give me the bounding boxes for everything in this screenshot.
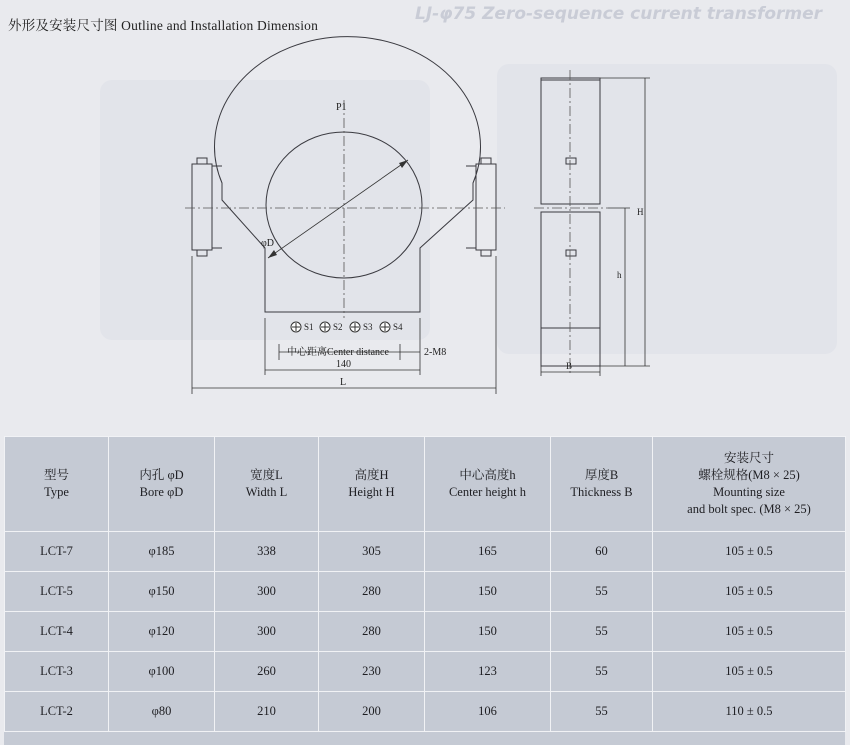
- header-height: 高度H Height H: [319, 437, 425, 532]
- left-bolt-top-icon: [197, 158, 207, 164]
- cell-mounting: 105 ± 0.5: [653, 612, 846, 652]
- cell-height: 200: [319, 692, 425, 732]
- spec-table-panel: [4, 436, 845, 745]
- cell-bore: φ150: [109, 572, 215, 612]
- left-clamp-block: [192, 164, 212, 250]
- cell-center-height: 106: [425, 692, 551, 732]
- table-row: [5, 532, 846, 572]
- cell-height: 280: [319, 572, 425, 612]
- cell-mounting: 105 ± 0.5: [653, 572, 846, 612]
- header-type: 型号 Type: [5, 437, 109, 532]
- cell-width: 338: [215, 532, 319, 572]
- front-view-outline: [215, 37, 481, 312]
- cell-width: 300: [215, 572, 319, 612]
- cell-thickness: 55: [551, 652, 653, 692]
- cell-bore: φ80: [109, 692, 215, 732]
- cell-type: LCT-7: [5, 532, 109, 572]
- diameter-label: φD: [261, 238, 274, 249]
- side-h-label: H: [637, 207, 644, 217]
- table-row: [5, 612, 846, 652]
- cell-width: 210: [215, 692, 319, 732]
- cell-width: 260: [215, 652, 319, 692]
- side-h-small-label: h: [617, 270, 622, 280]
- p1-label: P1: [336, 102, 347, 113]
- header-center-height: 中心高度h Center height h: [425, 437, 551, 532]
- center-distance-label: 中心距离Center distance: [287, 347, 389, 358]
- cell-height: 305: [319, 532, 425, 572]
- s3-label: S3: [363, 322, 373, 332]
- table-row: [5, 692, 846, 732]
- cell-height: 230: [319, 652, 425, 692]
- cell-bore: φ120: [109, 612, 215, 652]
- right-bolt-bottom-icon: [481, 250, 491, 256]
- cell-mounting: 105 ± 0.5: [653, 652, 846, 692]
- right-clamp-block: [476, 164, 496, 250]
- cell-mounting: 110 ± 0.5: [653, 692, 846, 732]
- cell-thickness: 55: [551, 572, 653, 612]
- cell-height: 280: [319, 612, 425, 652]
- cell-center-height: 123: [425, 652, 551, 692]
- table-row: [5, 652, 846, 692]
- side-view-bottom: [541, 212, 600, 366]
- cell-type: LCT-2: [5, 692, 109, 732]
- left-bolt-bottom-icon: [197, 250, 207, 256]
- cell-thickness: 55: [551, 692, 653, 732]
- side-view-top: [541, 78, 600, 204]
- dim-140-label: 140: [336, 359, 351, 370]
- s1-label: S1: [304, 322, 314, 332]
- diameter-leader: [268, 160, 408, 258]
- cell-thickness: 60: [551, 532, 653, 572]
- header-mounting: 安装尺寸 螺栓规格(M8 × 25) Mounting size and bolt spec. (M8 × 25): [653, 437, 846, 532]
- cell-type: LCT-5: [5, 572, 109, 612]
- bolt-label: 2-M8: [424, 347, 447, 358]
- header-thickness: 厚度B Thickness B: [551, 437, 653, 532]
- cell-thickness: 55: [551, 612, 653, 652]
- cell-width: 300: [215, 612, 319, 652]
- table-header-row: [5, 437, 846, 532]
- table-row: [5, 572, 846, 612]
- cell-center-height: 150: [425, 572, 551, 612]
- dim-l-label: L: [340, 377, 347, 388]
- cell-center-height: 165: [425, 532, 551, 572]
- cell-bore: φ100: [109, 652, 215, 692]
- header-width: 宽度L Width L: [215, 437, 319, 532]
- cell-type: LCT-3: [5, 652, 109, 692]
- cell-center-height: 150: [425, 612, 551, 652]
- page-title: 外形及安装尺寸图 Outline and Installation Dimension: [8, 18, 319, 33]
- cell-type: LCT-4: [5, 612, 109, 652]
- s2-label: S2: [333, 322, 343, 332]
- cell-mounting: 105 ± 0.5: [653, 532, 846, 572]
- header-bore: 内孔 φD Bore φD: [109, 437, 215, 532]
- side-b-label: B: [566, 361, 573, 371]
- cell-bore: φ185: [109, 532, 215, 572]
- spec-table: [4, 436, 846, 732]
- right-bolt-top-icon: [481, 158, 491, 164]
- bleed-through-text: LJ-φ75 Zero-sequence current transformer: [415, 4, 823, 24]
- s4-label: S4: [393, 322, 403, 332]
